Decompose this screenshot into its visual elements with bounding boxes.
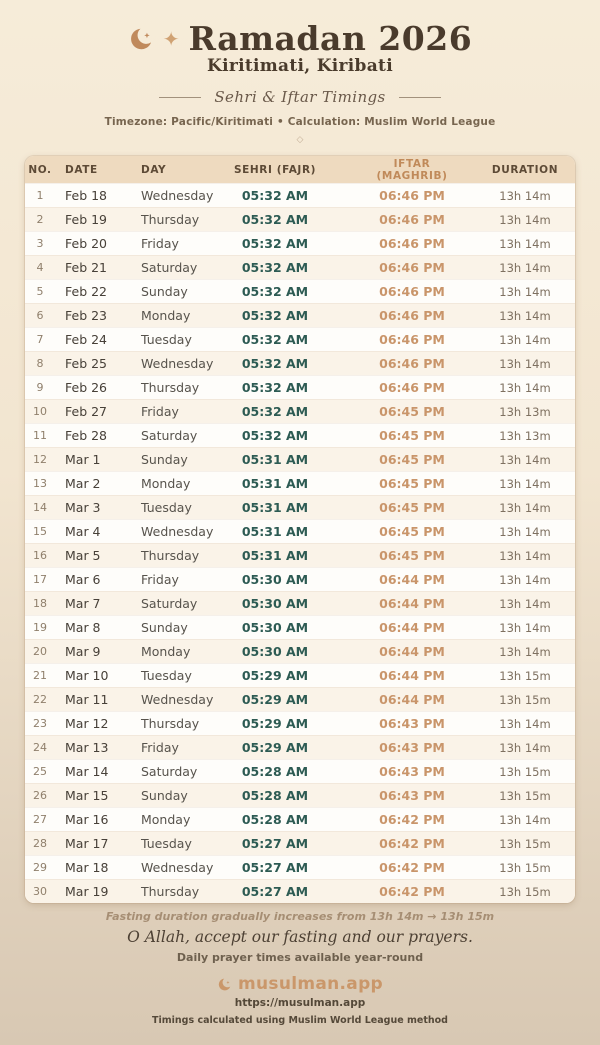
fasting-duration-note: Fasting duration gradually increases from 13h 14m → 13h 15m <box>105 910 495 923</box>
row-number: 10 <box>33 405 47 418</box>
sparkle-icon: ✦ <box>162 26 180 51</box>
row-number: 3 <box>36 237 44 250</box>
row-sehri-time: 05:32 AM <box>241 188 309 203</box>
table-row <box>25 759 575 783</box>
row-date: Mar 14 <box>65 764 109 779</box>
row-number: 17 <box>33 573 47 586</box>
row-sehri-time: 05:32 AM <box>241 428 309 443</box>
calculation-method-text: Timings calculated using Muslim World League method <box>152 1014 448 1026</box>
row-iftar-time: 06:46 PM <box>379 260 445 275</box>
row-day: Monday <box>141 812 191 827</box>
brand-url-link[interactable]: https://musulman.app <box>234 996 366 1009</box>
row-duration: 13h 14m <box>499 260 551 275</box>
row-sehri-time: 05:32 AM <box>241 308 309 323</box>
row-day: Thursday <box>141 380 200 395</box>
row-day: Saturday <box>141 428 198 443</box>
row-date: Mar 3 <box>65 500 101 515</box>
row-number: 4 <box>36 261 44 274</box>
row-number: 25 <box>33 765 47 778</box>
page-header <box>0 0 600 145</box>
divider-line-right <box>399 97 441 98</box>
row-sehri-time: 05:29 AM <box>241 740 309 755</box>
row-sehri-time: 05:32 AM <box>241 380 309 395</box>
row-iftar-time: 06:46 PM <box>379 308 445 323</box>
row-date: Feb 20 <box>65 236 108 251</box>
row-date: Feb 28 <box>65 428 108 443</box>
row-number: 11 <box>33 429 47 442</box>
row-day: Monday <box>141 476 191 491</box>
col-header-date: DATE <box>65 163 98 176</box>
row-number: 24 <box>33 741 47 754</box>
dua-text: O Allah, accept our fasting and our prayers. <box>127 928 473 946</box>
row-date: Feb 24 <box>65 332 108 347</box>
table-row <box>25 471 575 495</box>
table-row <box>25 711 575 735</box>
row-number: 22 <box>33 693 47 706</box>
page-footer <box>0 910 600 1026</box>
row-date: Mar 6 <box>65 572 101 587</box>
row-date: Feb 18 <box>65 188 108 203</box>
row-sehri-time: 05:27 AM <box>241 860 309 875</box>
row-sehri-time: 05:32 AM <box>241 284 309 299</box>
row-iftar-time: 06:45 PM <box>379 548 445 563</box>
row-number: 18 <box>33 597 47 610</box>
row-sehri-time: 05:28 AM <box>241 812 309 827</box>
divider-line-left <box>159 97 201 98</box>
table-row <box>25 663 575 687</box>
row-date: Mar 17 <box>65 836 109 851</box>
row-day: Saturday <box>141 596 198 611</box>
timings-table-card <box>25 156 575 903</box>
row-duration: 13h 14m <box>499 524 551 539</box>
row-duration: 13h 14m <box>499 716 551 731</box>
row-iftar-time: 06:42 PM <box>379 836 445 851</box>
row-date: Mar 7 <box>65 596 101 611</box>
row-day: Wednesday <box>141 692 214 707</box>
row-duration: 13h 14m <box>499 308 551 323</box>
row-iftar-time: 06:43 PM <box>379 764 445 779</box>
row-date: Mar 8 <box>65 620 101 635</box>
row-duration: 13h 15m <box>499 692 551 707</box>
row-sehri-time: 05:27 AM <box>241 884 309 899</box>
row-day: Wednesday <box>141 188 214 203</box>
table-row <box>25 327 575 351</box>
row-iftar-time: 06:43 PM <box>379 788 445 803</box>
row-sehri-time: 05:32 AM <box>241 212 309 227</box>
title-row <box>0 19 600 58</box>
row-sehri-time: 05:29 AM <box>241 668 309 683</box>
location-title: Kiritimati, Kiribati <box>207 56 393 76</box>
row-duration: 13h 14m <box>499 452 551 467</box>
table-row <box>25 231 575 255</box>
row-iftar-time: 06:42 PM <box>379 812 445 827</box>
row-iftar-time: 06:45 PM <box>379 452 445 467</box>
row-duration: 13h 15m <box>499 788 551 803</box>
row-date: Mar 4 <box>65 524 101 539</box>
row-duration: 13h 14m <box>499 572 551 587</box>
table-row <box>25 495 575 519</box>
row-iftar-time: 06:44 PM <box>379 644 445 659</box>
col-header-sehri: SEHRI (FAJR) <box>233 163 317 176</box>
row-number: 19 <box>33 621 47 634</box>
row-number: 8 <box>36 357 44 370</box>
row-number: 1 <box>36 189 44 202</box>
row-day: Thursday <box>141 548 200 563</box>
row-sehri-time: 05:31 AM <box>241 548 309 563</box>
row-sehri-time: 05:32 AM <box>241 332 309 347</box>
table-row <box>25 207 575 231</box>
table-row <box>25 543 575 567</box>
subtitle-divider <box>0 88 600 106</box>
row-number: 13 <box>33 477 47 490</box>
row-number: 9 <box>36 381 44 394</box>
row-date: Mar 15 <box>65 788 109 803</box>
row-number: 14 <box>33 501 47 514</box>
row-sehri-time: 05:30 AM <box>241 644 309 659</box>
row-date: Mar 13 <box>65 740 109 755</box>
row-duration: 13h 14m <box>499 620 551 635</box>
row-day: Thursday <box>141 884 200 899</box>
table-row <box>25 183 575 207</box>
col-header-no: NO. <box>28 163 52 176</box>
row-iftar-time: 06:46 PM <box>379 380 445 395</box>
row-iftar-time: 06:42 PM <box>379 884 445 899</box>
row-day: Friday <box>141 236 179 251</box>
row-duration: 13h 14m <box>499 284 551 299</box>
row-day: Wednesday <box>141 356 214 371</box>
table-row <box>25 783 575 807</box>
row-day: Sunday <box>141 620 188 635</box>
crescent-moon-icon <box>128 26 154 52</box>
row-day: Sunday <box>141 284 188 299</box>
row-day: Friday <box>141 740 179 755</box>
row-day: Thursday <box>141 716 200 731</box>
row-day: Sunday <box>141 452 188 467</box>
table-row <box>25 447 575 471</box>
row-date: Mar 2 <box>65 476 101 491</box>
row-number: 5 <box>36 285 44 298</box>
row-date: Feb 27 <box>65 404 108 419</box>
subtitle-text: Sehri & Iftar Timings <box>214 88 386 106</box>
row-duration: 13h 14m <box>499 476 551 491</box>
brand-link[interactable] <box>217 974 383 994</box>
table-row <box>25 639 575 663</box>
row-date: Mar 19 <box>65 884 109 899</box>
row-duration: 13h 14m <box>499 644 551 659</box>
page-title: Ramadan 2026 <box>188 19 473 58</box>
table-row <box>25 255 575 279</box>
row-date: Mar 11 <box>65 692 109 707</box>
row-number: 7 <box>36 333 44 346</box>
col-header-day: DAY <box>141 163 167 176</box>
row-number: 26 <box>33 789 47 802</box>
row-day: Wednesday <box>141 860 214 875</box>
row-sehri-time: 05:29 AM <box>241 692 309 707</box>
row-sehri-time: 05:28 AM <box>241 764 309 779</box>
table-row <box>25 303 575 327</box>
row-sehri-time: 05:31 AM <box>241 500 309 515</box>
row-sehri-time: 05:29 AM <box>241 716 309 731</box>
row-iftar-time: 06:45 PM <box>379 500 445 515</box>
table-row <box>25 807 575 831</box>
row-day: Tuesday <box>141 836 192 851</box>
row-date: Mar 18 <box>65 860 109 875</box>
row-duration: 13h 14m <box>499 332 551 347</box>
table-row <box>25 591 575 615</box>
diamond-ornament-icon: ◇ <box>296 135 304 145</box>
row-iftar-time: 06:44 PM <box>379 572 445 587</box>
table-row <box>25 279 575 303</box>
row-duration: 13h 15m <box>499 860 551 875</box>
row-day: Wednesday <box>141 524 214 539</box>
table-row <box>25 831 575 855</box>
row-sehri-time: 05:32 AM <box>241 260 309 275</box>
table-row <box>25 735 575 759</box>
row-number: 30 <box>33 885 47 898</box>
row-sehri-time: 05:31 AM <box>241 524 309 539</box>
row-date: Mar 1 <box>65 452 101 467</box>
timezone-calculation-meta: Timezone: Pacific/Kiritimati • Calculation: Muslim World League <box>104 116 496 128</box>
table-row <box>25 615 575 639</box>
row-duration: 13h 15m <box>499 764 551 779</box>
row-number: 15 <box>33 525 47 538</box>
row-day: Monday <box>141 308 191 323</box>
row-iftar-time: 06:44 PM <box>379 620 445 635</box>
row-number: 2 <box>36 213 44 226</box>
row-iftar-time: 06:43 PM <box>379 716 445 731</box>
brand-crescent-icon <box>217 977 232 992</box>
row-iftar-time: 06:44 PM <box>379 596 445 611</box>
table-row <box>25 519 575 543</box>
row-date: Feb 23 <box>65 308 108 323</box>
row-iftar-time: 06:45 PM <box>379 476 445 491</box>
row-duration: 13h 14m <box>499 596 551 611</box>
row-date: Feb 22 <box>65 284 108 299</box>
row-day: Saturday <box>141 260 198 275</box>
row-sehri-time: 05:30 AM <box>241 572 309 587</box>
row-iftar-time: 06:44 PM <box>379 668 445 683</box>
row-date: Mar 5 <box>65 548 101 563</box>
row-day: Saturday <box>141 764 198 779</box>
row-number: 29 <box>33 861 47 874</box>
row-date: Feb 21 <box>65 260 108 275</box>
row-iftar-time: 06:45 PM <box>379 428 445 443</box>
row-duration: 13h 13m <box>499 404 551 419</box>
row-duration: 13h 14m <box>499 500 551 515</box>
row-duration: 13h 14m <box>499 812 551 827</box>
row-duration: 13h 13m <box>499 428 551 443</box>
row-duration: 13h 14m <box>499 356 551 371</box>
row-date: Feb 25 <box>65 356 108 371</box>
row-sehri-time: 05:32 AM <box>241 404 309 419</box>
row-iftar-time: 06:45 PM <box>379 524 445 539</box>
row-number: 12 <box>33 453 47 466</box>
row-date: Feb 26 <box>65 380 108 395</box>
row-duration: 13h 14m <box>499 548 551 563</box>
row-number: 20 <box>33 645 47 658</box>
row-duration: 13h 14m <box>499 380 551 395</box>
row-day: Sunday <box>141 788 188 803</box>
table-row <box>25 351 575 375</box>
table-row <box>25 423 575 447</box>
table-body <box>25 183 575 903</box>
row-date: Mar 9 <box>65 644 101 659</box>
row-day: Friday <box>141 404 179 419</box>
table-row <box>25 399 575 423</box>
availability-text: Daily prayer times available year-round <box>176 951 424 964</box>
row-sehri-time: 05:32 AM <box>241 356 309 371</box>
table-row <box>25 375 575 399</box>
table-row <box>25 879 575 903</box>
row-sehri-time: 05:30 AM <box>241 596 309 611</box>
row-sehri-time: 05:31 AM <box>241 452 309 467</box>
row-sehri-time: 05:32 AM <box>241 236 309 251</box>
row-day: Tuesday <box>141 332 192 347</box>
row-iftar-time: 06:44 PM <box>379 692 445 707</box>
row-sehri-time: 05:31 AM <box>241 476 309 491</box>
row-sehri-time: 05:28 AM <box>241 788 309 803</box>
row-duration: 13h 14m <box>499 212 551 227</box>
row-day: Monday <box>141 644 191 659</box>
row-iftar-time: 06:46 PM <box>379 212 445 227</box>
brand-name: musulman.app <box>237 974 384 994</box>
row-duration: 13h 15m <box>499 836 551 851</box>
table-row <box>25 687 575 711</box>
row-iftar-time: 06:46 PM <box>379 356 445 371</box>
row-date: Mar 16 <box>65 812 109 827</box>
row-day: Tuesday <box>141 668 192 683</box>
row-iftar-time: 06:46 PM <box>379 236 445 251</box>
row-duration: 13h 15m <box>499 884 551 899</box>
row-sehri-time: 05:30 AM <box>241 620 309 635</box>
row-duration: 13h 15m <box>499 668 551 683</box>
row-date: Mar 10 <box>65 668 109 683</box>
row-duration: 13h 14m <box>499 188 551 203</box>
row-iftar-time: 06:46 PM <box>379 332 445 347</box>
row-number: 6 <box>36 309 44 322</box>
row-day: Friday <box>141 572 179 587</box>
row-number: 23 <box>33 717 47 730</box>
row-sehri-time: 05:27 AM <box>241 836 309 851</box>
table-header-row <box>25 156 575 183</box>
row-number: 21 <box>33 669 47 682</box>
row-day: Tuesday <box>141 500 192 515</box>
col-header-iftar: IFTAR (MAGHRIB) <box>376 157 448 182</box>
row-date: Feb 19 <box>65 212 108 227</box>
row-iftar-time: 06:46 PM <box>379 284 445 299</box>
row-duration: 13h 14m <box>499 236 551 251</box>
row-date: Mar 12 <box>65 716 109 731</box>
table-row <box>25 567 575 591</box>
row-iftar-time: 06:42 PM <box>379 860 445 875</box>
table-row <box>25 855 575 879</box>
row-duration: 13h 14m <box>499 740 551 755</box>
row-number: 27 <box>33 813 47 826</box>
row-iftar-time: 06:43 PM <box>379 740 445 755</box>
row-number: 16 <box>33 549 47 562</box>
row-number: 28 <box>33 837 47 850</box>
col-header-duration: DURATION <box>491 163 559 176</box>
row-iftar-time: 06:46 PM <box>379 188 445 203</box>
row-day: Thursday <box>141 212 200 227</box>
row-iftar-time: 06:45 PM <box>379 404 445 419</box>
